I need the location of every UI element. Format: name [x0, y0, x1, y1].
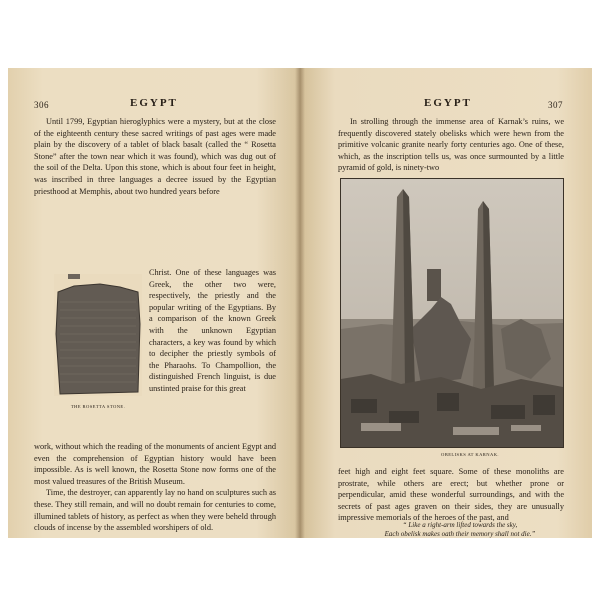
obelisks-caption: OBELISKS AT KARNAK. [441, 452, 499, 457]
obelisks-photo [340, 178, 564, 448]
open-book [8, 68, 592, 538]
running-head-left: EGYPT [130, 97, 178, 109]
right-page [300, 68, 592, 538]
verse-quote: “ Like a right-arm lifted towards the sky, Each obelisk makes oath their memory shall not die.” [384, 521, 536, 538]
paragraph-karnak: In strolling through the immense area of Karnak’s ruins, we frequently discovered stately obelisks which were hewn from the primitive volcanic granite nearly forty centuries ago. One of these, which, as the inscription tells us, was once surmounted by a little pyramid of gold, is ninety-two [338, 117, 564, 173]
running-head-right: EGYPT [424, 97, 472, 109]
paragraph-intro: Until 1799, Egyptian hieroglyphics were a mystery, but at the close of the eighteenth century these sacred writings of past ages were made plain by the discovery of a tablet of black basalt (called the “ Rosetta Stone” after the town near which it was found), which was dug out of the soil of the Delta. Upon this stone, which is about four feet in height, was inscribed in three languages a decree issued by the Egyptian priesthood at Memphis, about two hundred years before [34, 117, 276, 196]
page-number-right: 307 [548, 100, 563, 110]
paragraph-column: Christ. One of these languages was Greek, the other two were, respectively, the priestly and the popular writing of the Egyptians. By a comparison of the known Greek with the unknown Egyptian characters, a key was found by which to decipher the priestly symbols of the Pharaohs. To Champollion, the distinguished French linguist, is due unstinted praise for this great [149, 268, 276, 393]
paragraph-obelisks: feet high and eight feet square. Some of these monoliths are prostrate, while others are erect; but whether prone or perpendicular, amid these wonderful surroundings, and with the secrets of past ages graven on their sides, they are unusually impressive memorials of the heroes of the past, and [338, 467, 564, 523]
page-number-left: 306 [34, 100, 49, 110]
rosetta-stone-figure [54, 274, 142, 396]
paragraph-continuation: work, without which the reading of the monuments of ancient Egypt and even the comprehension of Egyptian history would have been impossible. As is well known, the Rosetta Stone now forms one of the most valued treasures of the British Museum. Time, the destroyer, can apparently lay no hand on sculptures such as these. They still remain, and will no doubt remain for centuries to come, illumined tablets of history, as perfect as when they were beheld through clouds of incense by the assembled worshipers of old. [34, 442, 277, 533]
left-page [8, 68, 300, 538]
rosetta-caption: THE ROSETTA STONE. [70, 404, 126, 409]
book-gutter [295, 68, 305, 538]
